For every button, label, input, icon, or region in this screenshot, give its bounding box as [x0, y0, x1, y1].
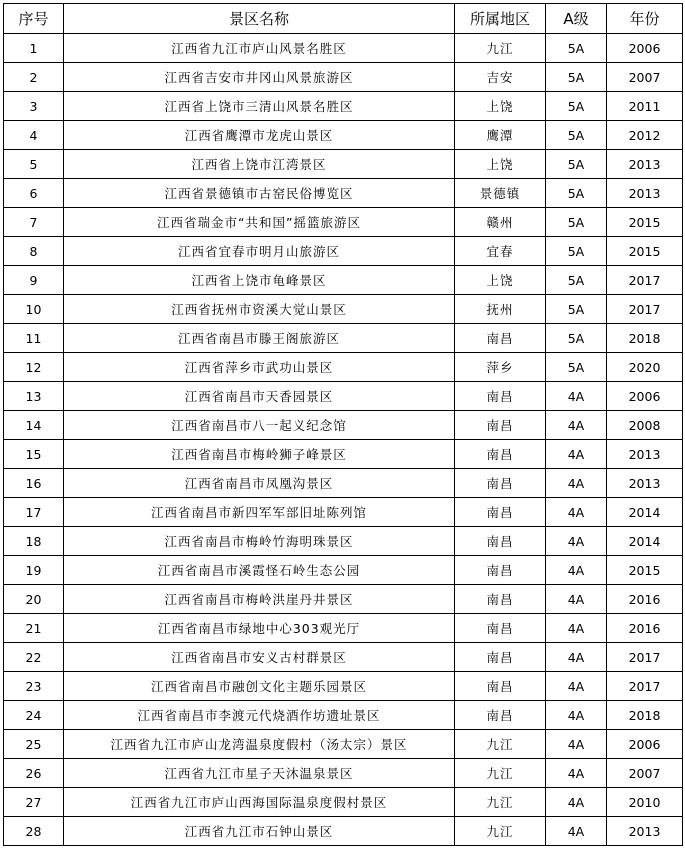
cell-city: 吉安 [455, 63, 546, 92]
cell-year: 2014 [607, 498, 683, 527]
table-row [4, 730, 683, 759]
cell-no: 9 [4, 266, 64, 295]
cell-no: 10 [4, 295, 64, 324]
cell-name: 江西省上饶市三清山风景名胜区 [64, 92, 455, 121]
table-row [4, 498, 683, 527]
cell-year: 2013 [607, 179, 683, 208]
header-year: 年份 [607, 4, 683, 34]
cell-year: 2013 [607, 817, 683, 846]
cell-name: 江西省吉安市井冈山风景旅游区 [64, 63, 455, 92]
cell-city: 萍乡 [455, 353, 546, 382]
cell-city: 南昌 [455, 382, 546, 411]
table-row [4, 295, 683, 324]
cell-year: 2006 [607, 34, 683, 63]
cell-no: 27 [4, 788, 64, 817]
table-row [4, 701, 683, 730]
table-row [4, 92, 683, 121]
cell-no: 11 [4, 324, 64, 353]
cell-name: 江西省南昌市新四军军部旧址陈列馆 [64, 498, 455, 527]
cell-city: 南昌 [455, 556, 546, 585]
cell-city: 南昌 [455, 701, 546, 730]
cell-name: 江西省南昌市绿地中心303观光厅 [64, 614, 455, 643]
cell-name: 江西省南昌市天香园景区 [64, 382, 455, 411]
header-name: 景区名称 [64, 4, 455, 34]
header-level: A级 [546, 4, 607, 34]
cell-year: 2007 [607, 759, 683, 788]
cell-name: 江西省南昌市梅岭竹海明珠景区 [64, 527, 455, 556]
cell-year: 2016 [607, 585, 683, 614]
cell-level: 4A [546, 469, 607, 498]
table-row [4, 759, 683, 788]
cell-name: 江西省九江市庐山西海国际温泉度假村景区 [64, 788, 455, 817]
cell-level: 4A [546, 382, 607, 411]
cell-name: 江西省上饶市江湾景区 [64, 150, 455, 179]
cell-level: 5A [546, 63, 607, 92]
cell-year: 2015 [607, 237, 683, 266]
cell-city: 九江 [455, 730, 546, 759]
cell-city: 九江 [455, 34, 546, 63]
cell-level: 4A [546, 440, 607, 469]
cell-name: 江西省南昌市融创文化主题乐园景区 [64, 672, 455, 701]
cell-city: 九江 [455, 759, 546, 788]
cell-name: 江西省南昌市梅岭狮子峰景区 [64, 440, 455, 469]
cell-city: 南昌 [455, 585, 546, 614]
table-row [4, 469, 683, 498]
cell-no: 17 [4, 498, 64, 527]
cell-city: 南昌 [455, 324, 546, 353]
cell-level: 4A [546, 527, 607, 556]
cell-no: 21 [4, 614, 64, 643]
cell-level: 4A [546, 498, 607, 527]
table-row [4, 672, 683, 701]
table-row [4, 614, 683, 643]
table-row [4, 34, 683, 63]
cell-name: 江西省萍乡市武功山景区 [64, 353, 455, 382]
cell-year: 2014 [607, 527, 683, 556]
cell-no: 20 [4, 585, 64, 614]
cell-year: 2008 [607, 411, 683, 440]
cell-city: 南昌 [455, 643, 546, 672]
cell-no: 23 [4, 672, 64, 701]
table-row [4, 266, 683, 295]
table-row [4, 237, 683, 266]
cell-no: 16 [4, 469, 64, 498]
cell-city: 赣州 [455, 208, 546, 237]
cell-name: 江西省九江市庐山风景名胜区 [64, 34, 455, 63]
cell-year: 2015 [607, 556, 683, 585]
cell-year: 2013 [607, 440, 683, 469]
cell-level: 4A [546, 788, 607, 817]
cell-level: 5A [546, 266, 607, 295]
cell-no: 3 [4, 92, 64, 121]
cell-year: 2020 [607, 353, 683, 382]
table-body [4, 34, 683, 846]
table-row [4, 527, 683, 556]
table-header [4, 4, 683, 34]
table-row [4, 643, 683, 672]
cell-city: 南昌 [455, 469, 546, 498]
scenic-spots-table [3, 3, 683, 846]
cell-year: 2017 [607, 672, 683, 701]
cell-year: 2013 [607, 469, 683, 498]
cell-no: 28 [4, 817, 64, 846]
cell-level: 4A [546, 730, 607, 759]
cell-city: 南昌 [455, 672, 546, 701]
table-row [4, 556, 683, 585]
cell-year: 2011 [607, 92, 683, 121]
cell-name: 江西省抚州市资溪大觉山景区 [64, 295, 455, 324]
cell-level: 4A [546, 759, 607, 788]
cell-city: 南昌 [455, 614, 546, 643]
cell-city: 宜春 [455, 237, 546, 266]
cell-year: 2013 [607, 150, 683, 179]
table-row [4, 324, 683, 353]
header-row [4, 4, 683, 34]
cell-year: 2012 [607, 121, 683, 150]
cell-name: 江西省南昌市梅岭洪崖丹井景区 [64, 585, 455, 614]
cell-level: 4A [546, 585, 607, 614]
table-row [4, 440, 683, 469]
cell-no: 13 [4, 382, 64, 411]
cell-name: 江西省宜春市明月山旅游区 [64, 237, 455, 266]
table-row [4, 353, 683, 382]
cell-city: 南昌 [455, 411, 546, 440]
cell-level: 4A [546, 556, 607, 585]
cell-year: 2017 [607, 643, 683, 672]
cell-name: 江西省南昌市凤凰沟景区 [64, 469, 455, 498]
cell-level: 5A [546, 353, 607, 382]
cell-no: 1 [4, 34, 64, 63]
cell-name: 江西省南昌市溪霞怪石岭生态公园 [64, 556, 455, 585]
cell-level: 5A [546, 150, 607, 179]
cell-city: 上饶 [455, 150, 546, 179]
cell-name: 江西省九江市石钟山景区 [64, 817, 455, 846]
cell-year: 2007 [607, 63, 683, 92]
cell-name: 江西省南昌市安义古村群景区 [64, 643, 455, 672]
cell-year: 2015 [607, 208, 683, 237]
table-row [4, 585, 683, 614]
cell-city: 抚州 [455, 295, 546, 324]
header-no: 序号 [4, 4, 64, 34]
cell-name: 江西省上饶市龟峰景区 [64, 266, 455, 295]
table-row [4, 150, 683, 179]
cell-level: 5A [546, 179, 607, 208]
cell-level: 4A [546, 643, 607, 672]
cell-name: 江西省南昌市八一起义纪念馆 [64, 411, 455, 440]
cell-year: 2006 [607, 730, 683, 759]
cell-no: 26 [4, 759, 64, 788]
table-row [4, 788, 683, 817]
cell-city: 南昌 [455, 440, 546, 469]
cell-level: 5A [546, 121, 607, 150]
cell-no: 4 [4, 121, 64, 150]
cell-level: 5A [546, 324, 607, 353]
cell-year: 2016 [607, 614, 683, 643]
cell-no: 8 [4, 237, 64, 266]
cell-year: 2018 [607, 324, 683, 353]
cell-level: 5A [546, 92, 607, 121]
cell-city: 九江 [455, 788, 546, 817]
table-row [4, 63, 683, 92]
cell-level: 5A [546, 295, 607, 324]
table-row [4, 121, 683, 150]
cell-no: 2 [4, 63, 64, 92]
cell-city: 鹰潭 [455, 121, 546, 150]
cell-no: 25 [4, 730, 64, 759]
cell-name: 江西省九江市星子天沐温泉景区 [64, 759, 455, 788]
cell-level: 5A [546, 237, 607, 266]
cell-year: 2017 [607, 266, 683, 295]
cell-no: 19 [4, 556, 64, 585]
table-row [4, 382, 683, 411]
cell-no: 12 [4, 353, 64, 382]
cell-level: 4A [546, 614, 607, 643]
cell-level: 4A [546, 701, 607, 730]
cell-no: 22 [4, 643, 64, 672]
cell-year: 2010 [607, 788, 683, 817]
cell-level: 4A [546, 672, 607, 701]
cell-no: 24 [4, 701, 64, 730]
cell-no: 15 [4, 440, 64, 469]
cell-name: 江西省鹰潭市龙虎山景区 [64, 121, 455, 150]
cell-city: 景德镇 [455, 179, 546, 208]
cell-year: 2017 [607, 295, 683, 324]
cell-name: 江西省南昌市滕王阁旅游区 [64, 324, 455, 353]
table-row [4, 817, 683, 846]
cell-city: 九江 [455, 817, 546, 846]
cell-city: 南昌 [455, 527, 546, 556]
cell-city: 上饶 [455, 92, 546, 121]
cell-level: 4A [546, 411, 607, 440]
cell-level: 4A [546, 817, 607, 846]
cell-no: 18 [4, 527, 64, 556]
cell-name: 江西省九江市庐山龙湾温泉度假村（汤太宗）景区 [64, 730, 455, 759]
cell-name: 江西省景德镇市古窑民俗博览区 [64, 179, 455, 208]
cell-no: 7 [4, 208, 64, 237]
cell-year: 2006 [607, 382, 683, 411]
cell-no: 6 [4, 179, 64, 208]
cell-name: 江西省南昌市李渡元代烧酒作坊遗址景区 [64, 701, 455, 730]
table-row [4, 179, 683, 208]
cell-city: 上饶 [455, 266, 546, 295]
header-city: 所属地区 [455, 4, 546, 34]
cell-no: 14 [4, 411, 64, 440]
cell-year: 2018 [607, 701, 683, 730]
table-row [4, 208, 683, 237]
cell-level: 5A [546, 34, 607, 63]
table-row [4, 411, 683, 440]
cell-name: 江西省瑞金市“共和国”摇篮旅游区 [64, 208, 455, 237]
cell-level: 5A [546, 208, 607, 237]
cell-no: 5 [4, 150, 64, 179]
cell-city: 南昌 [455, 498, 546, 527]
